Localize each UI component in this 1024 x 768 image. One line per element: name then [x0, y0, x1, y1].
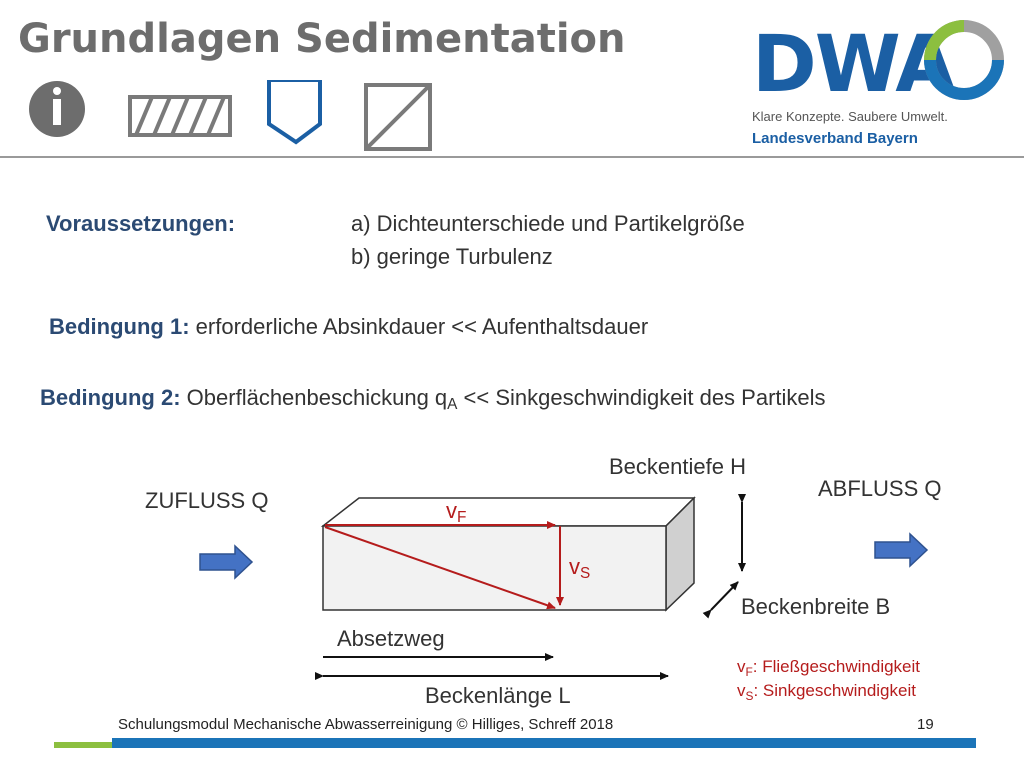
beckenlaenge-label: Beckenlänge L [425, 683, 571, 708]
page-title: Grundlagen Sedimentation [18, 16, 626, 62]
legend-vs-main: v [737, 681, 746, 700]
absetzweg-label: Absetzweg [337, 626, 445, 651]
voraussetzung-a: a) Dichteunterschiede und Partikelgröße [351, 211, 745, 236]
logo-slogan: Klare Konzepte. Saubere Umwelt. [752, 109, 948, 124]
vs-label-sub: S [580, 565, 591, 582]
width-arrow [711, 582, 738, 610]
bedingung-1 [49, 314, 648, 340]
bedingung-2-subscript: A [447, 396, 458, 413]
logo-wordmark: DWA [752, 20, 954, 110]
logo-ring-icon [922, 18, 1008, 104]
vf-label-sub: F [457, 509, 467, 526]
basin-box [323, 498, 694, 610]
pentagon-shape-icon [269, 80, 320, 142]
legend-vs [737, 681, 916, 703]
legend-vf [737, 657, 920, 679]
legend-vs-text: : Sinkgeschwindigkeit [753, 681, 916, 700]
header-icons [26, 80, 446, 155]
voraussetzungen-label: Voraussetzungen: [46, 211, 236, 236]
bedingung-2-label: Bedingung 2: [40, 385, 181, 410]
bedingung-1-text: erforderliche Absinkdauer << Aufenthaltsdauer [195, 314, 649, 339]
logo-region: Landesverband Bayern [752, 130, 918, 147]
hatched-rectangle-icon [130, 97, 230, 135]
info-icon [29, 81, 85, 137]
legend-vf-main: v [737, 657, 746, 676]
legend-vs-sub: S [745, 689, 754, 703]
legend-vf-text: : Fließgeschwindigkeit [752, 657, 921, 676]
beckentiefe-label: Beckentiefe H [609, 454, 746, 479]
voraussetzung-b: b) geringe Turbulenz [351, 244, 553, 269]
abfluss-label: ABFLUSS Q [818, 476, 942, 501]
beckenbreite-label: Beckenbreite B [741, 594, 891, 619]
diagonal-square-icon [366, 85, 430, 149]
bedingung-2-text-post: << Sinkgeschwindigkeit des Partikels [457, 385, 826, 410]
vf-label [446, 498, 466, 527]
footer-bar-blue [112, 738, 976, 748]
footer-text: Schulungsmodul Mechanische Abwasserreinigung © Hilliges, Schreff 2018 [118, 716, 614, 733]
vs-label-main: v [569, 554, 580, 579]
vf-label-main: v [446, 498, 457, 523]
bedingung-2-text-pre: Oberflächenbeschickung q [186, 385, 448, 410]
page-number: 19 [917, 716, 934, 733]
zufluss-label: ZUFLUSS Q [145, 488, 269, 513]
legend-vf-sub: F [745, 665, 753, 679]
outflow-arrow-icon [875, 534, 927, 566]
inflow-arrow-icon [200, 546, 252, 578]
header-divider [0, 156, 1024, 158]
vs-label [569, 554, 590, 583]
bedingung-1-label: Bedingung 1: [49, 314, 190, 339]
bedingung-2 [40, 385, 826, 414]
footer-bar-green [54, 742, 112, 748]
